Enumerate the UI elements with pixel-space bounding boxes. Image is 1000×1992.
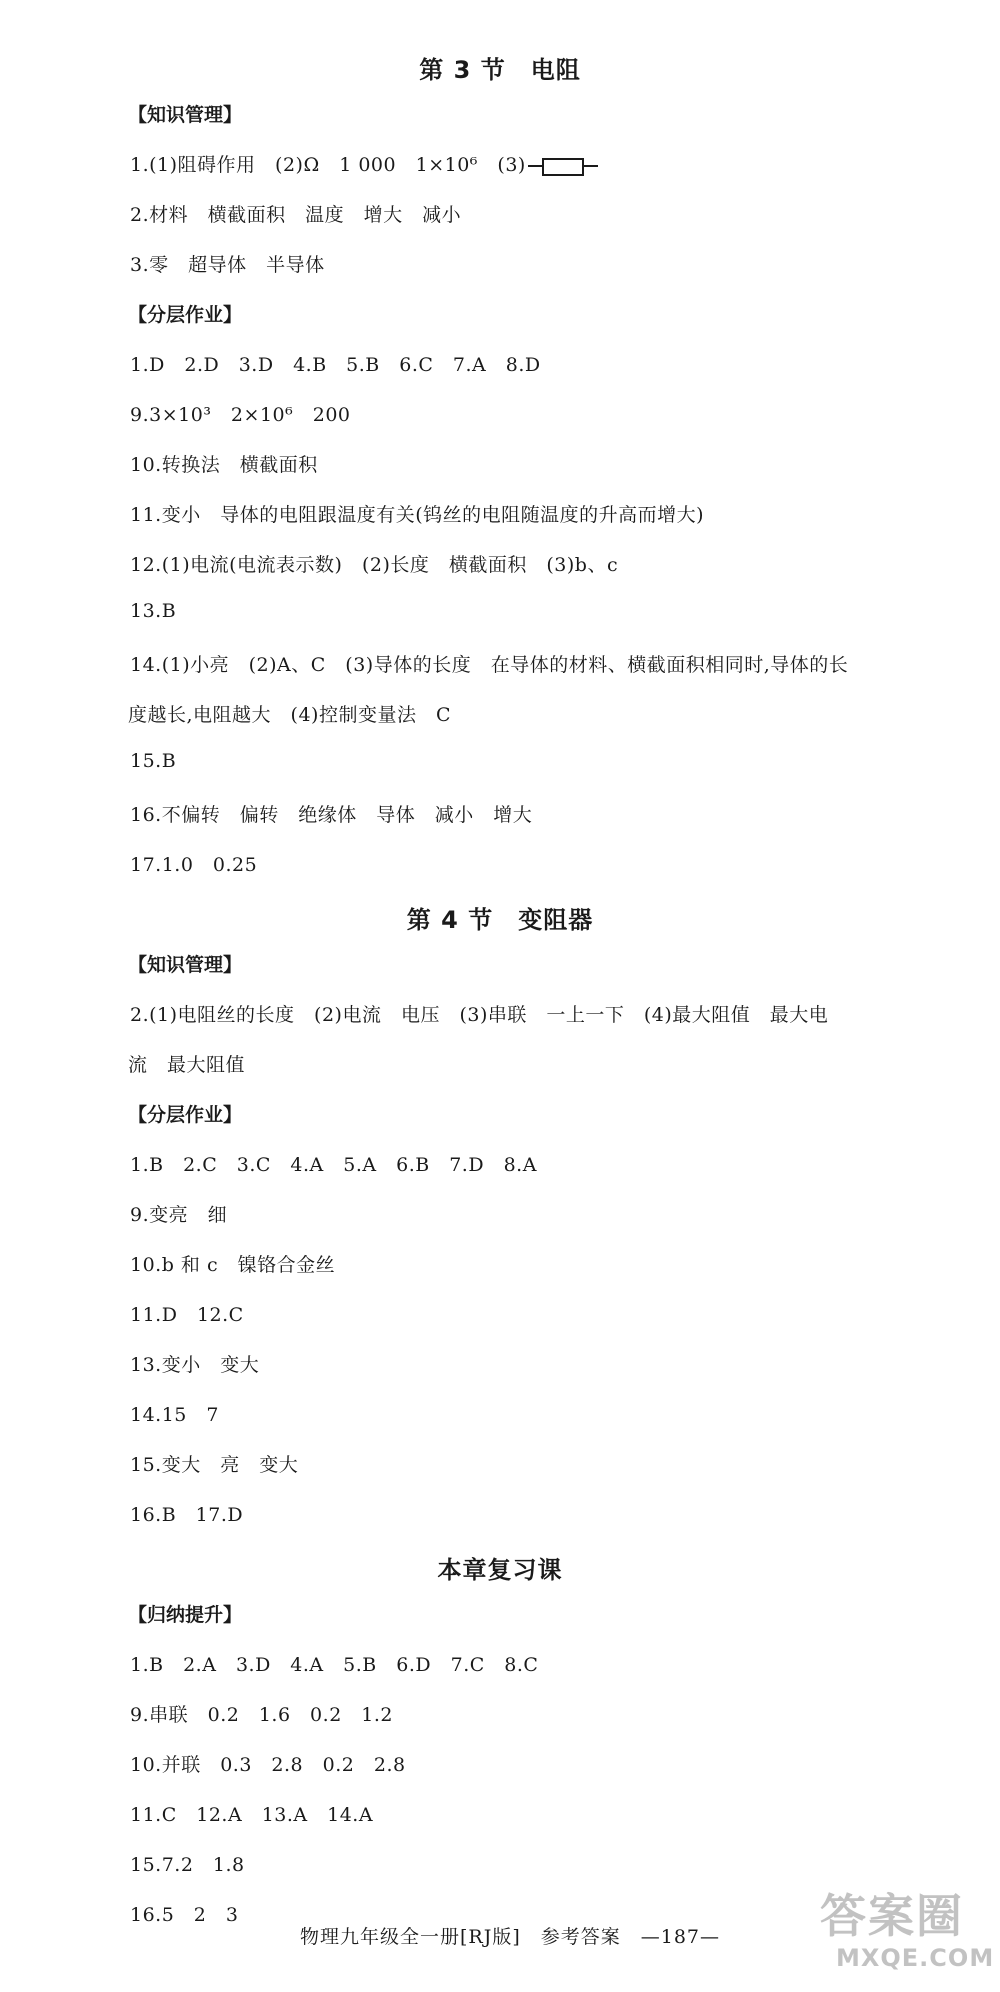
sec3-answer-line: 11.变小 导体的电阻跟温度有关(钨丝的电阻随温度的升高而增大) — [130, 504, 705, 526]
sec3-knowledge-item-3: 3.零 超导体 半导体 — [130, 254, 325, 276]
sec3-answer-line: 16.不偏转 偏转 绝缘体 导体 减小 增大 — [130, 804, 533, 826]
review-answer-line: 11.C 12.A 13.A 14.A — [130, 1804, 374, 1826]
sec3-answer-line-continued: 度越长,电阻越大 (4)控制变量法 C — [128, 704, 451, 726]
sec4-answer-line: 14.15 7 — [130, 1404, 219, 1426]
sec4-answer-line: 1.B 2.C 3.C 4.A 5.A 6.B 7.D 8.A — [130, 1154, 537, 1176]
watermark-logo-text: 答案圈 — [820, 1889, 964, 1943]
sec3-knowledge-item-2: 2.材料 横截面积 温度 增大 减小 — [130, 204, 462, 226]
sec4-knowledge-line: 2.(1)电阻丝的长度 (2)电流 电压 (3)串联 一上一下 (4)最大阻值 最大电 — [130, 1004, 829, 1026]
sec4-knowledge-heading: 【知识管理】 — [128, 954, 243, 976]
sec3-answer-line: 12.(1)电流(电流表示数) (2)长度 横截面积 (3)b、c — [130, 554, 619, 576]
review-answer-line: 15.7.2 1.8 — [130, 1854, 245, 1876]
sec4-answer-line: 11.D 12.C — [130, 1304, 244, 1326]
sec4-answer-line: 9.变亮 细 — [130, 1204, 228, 1226]
page-footer: 物理九年级全一册[RJ版] 参考答案 —187— — [300, 1926, 721, 1948]
sec3-answer-line: 15.B — [130, 750, 177, 772]
watermark-logo — [820, 1880, 995, 1990]
section-3-title: 第 3 节 电阻 — [419, 56, 581, 84]
chapter-review-title: 本章复习课 — [437, 1556, 563, 1584]
sec3-knowledge-heading: 【知识管理】 — [128, 104, 243, 126]
sec3-answer-line: 17.1.0 0.25 — [130, 854, 258, 876]
review-answer-line: 10.并联 0.3 2.8 0.2 2.8 — [130, 1754, 406, 1776]
sec3-homework-heading: 【分层作业】 — [128, 304, 243, 326]
resistor-symbol-icon — [528, 155, 598, 177]
section-4-title: 第 4 节 变阻器 — [406, 906, 594, 934]
review-heading: 【归纳提升】 — [128, 1604, 243, 1626]
review-answer-line: 9.串联 0.2 1.6 0.2 1.2 — [130, 1704, 393, 1726]
sec4-homework-heading: 【分层作业】 — [128, 1104, 243, 1126]
sec3-answer-line: 13.B — [130, 600, 177, 622]
sec3-knowledge-item-1 — [130, 150, 598, 177]
review-answer-line: 1.B 2.A 3.D 4.A 5.B 6.D 7.C 8.C — [130, 1654, 539, 1676]
watermark-url: MXQE.COM — [836, 1944, 995, 1972]
sec4-knowledge-line-continued: 流 最大阻值 — [128, 1054, 246, 1076]
sec4-answer-line: 13.变小 变大 — [130, 1354, 260, 1376]
sec4-answer-line: 15.变大 亮 变大 — [130, 1454, 299, 1476]
review-answer-line: 16.5 2 3 — [130, 1904, 239, 1926]
sec3-answer-line: 9.3×10³ 2×10⁶ 200 — [130, 404, 351, 426]
sec4-answer-line: 16.B 17.D — [130, 1504, 244, 1526]
sec3-answer-line: 1.D 2.D 3.D 4.B 5.B 6.C 7.A 8.D — [130, 354, 541, 376]
sec3-answer-line: 14.(1)小亮 (2)A、C (3)导体的长度 在导体的材料、横截面积相同时,导体的长 — [130, 654, 849, 676]
sec3-answer-line: 10.转换法 横截面积 — [130, 454, 318, 476]
sec3-knowledge-item-1-text: 1.(1)阻碍作用 (2)Ω 1 000 1×10⁶ (3) — [130, 154, 526, 176]
sec4-answer-line: 10.b 和 c 镍铬合金丝 — [130, 1254, 336, 1276]
